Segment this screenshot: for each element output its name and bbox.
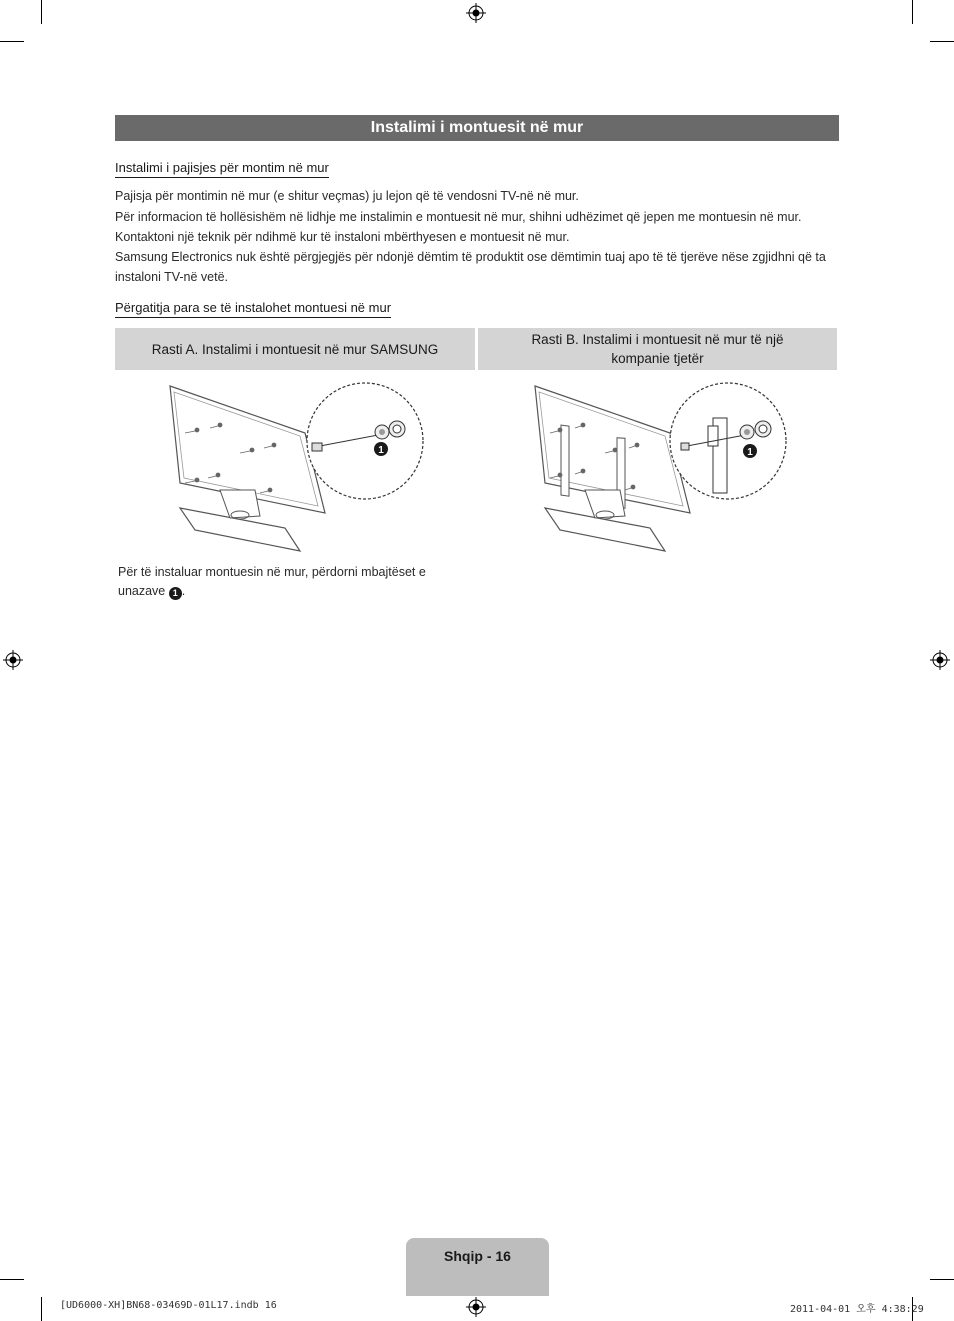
callout-number: 1 [747, 447, 753, 458]
crop-mark [0, 41, 24, 42]
crop-mark [0, 1279, 24, 1280]
crop-mark [930, 41, 954, 42]
callout-number-badge: 1 [169, 587, 182, 600]
crop-mark [41, 0, 42, 24]
print-timestamp: 2011-04-01 오후 4:38:29 [790, 1304, 924, 1315]
tv-wall-mount-illustration-b [525, 378, 790, 553]
page-label: Shqip - 16 [444, 1248, 511, 1264]
registration-mark-icon [466, 1297, 486, 1317]
file-info: [UD6000-XH]BN68-03469D-01L17.indb 16 [60, 1300, 277, 1311]
crop-mark [930, 1279, 954, 1280]
note-body: Për të instaluar montuesin në mur, përdorni mbajtëset e unazave [118, 565, 426, 598]
tv-wall-mount-illustration-a [160, 378, 425, 553]
registration-mark-icon [466, 3, 486, 23]
crop-mark [912, 0, 913, 24]
case-b-label: Rasti B. Instalimi i montuesit në mur të një kompanie tjetër [531, 332, 784, 366]
case-a-label: Rasti A. Instalimi i montuesit në mur SAMSUNG [151, 341, 439, 357]
registration-mark-icon [3, 650, 23, 670]
case-b-header [478, 328, 837, 370]
callout-number: 1 [378, 445, 384, 456]
paragraph: Samsung Electronics nuk është përgjegjës për ndonjë dëmtim të produktit ose dëmtimin tuaj apo të të tjerëve nëse zgjidhni që ta instaloni TV-në vetë. [115, 250, 826, 284]
case-a-header [115, 328, 475, 370]
note-text [118, 563, 458, 601]
paragraph: Për informacion të hollësishëm në lidhje me instalimin e montuesit në mur, shihni udhëzimet që jepen me montuesin në mur. Kontaktoni një teknik për ndihmë kur të instaloni mbërthyesen e montuesit në mur. [115, 210, 802, 244]
registration-mark-icon [930, 650, 950, 670]
crop-mark [41, 1297, 42, 1321]
page-number-tab [406, 1238, 549, 1296]
section-heading: Përgatitja para se të instalohet montuesi në mur [115, 300, 391, 318]
paragraph: Pajisja për montimin në mur (e shitur veçmas) ju lejon që të vendosni TV-në në mur. [115, 189, 579, 203]
page-title: Instalimi i montuesit në mur [115, 115, 839, 141]
section-heading: Instalimi i pajisjes për montim në mur [115, 160, 329, 178]
note-end: . [181, 584, 186, 598]
